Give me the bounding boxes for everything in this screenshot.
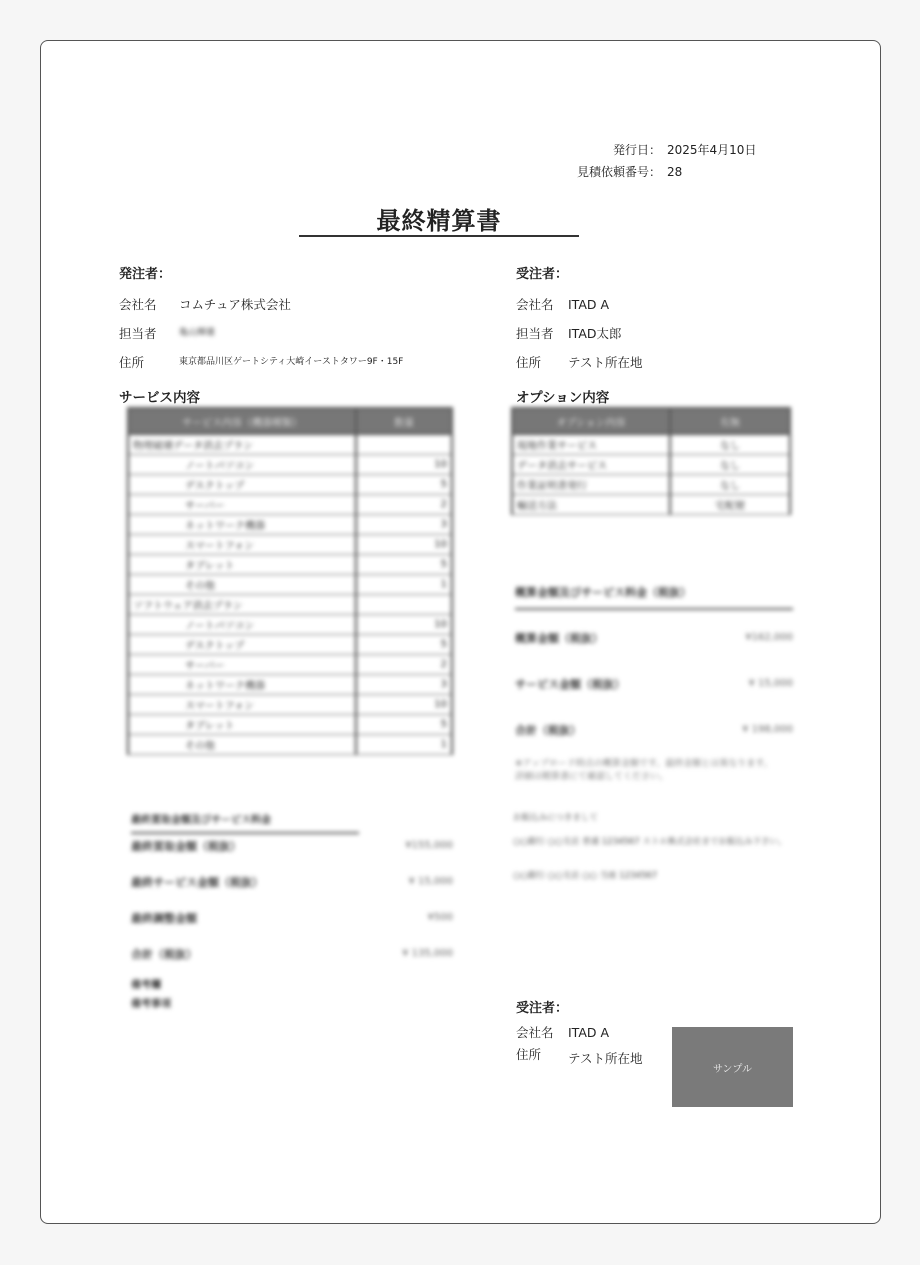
- footer-contractor-heading: 受注者：: [516, 1001, 569, 1016]
- service-qty-cell: 2: [356, 494, 452, 514]
- service-qty-cell: 3: [356, 514, 452, 534]
- estimate-row-label: サービス金額（税抜）: [515, 677, 625, 691]
- service-item-cell: ネットワーク機器: [128, 674, 356, 694]
- service-qty-cell: 1: [356, 574, 452, 594]
- service-qty-cell: 10: [356, 534, 452, 554]
- estimate-row-value: ¥ 198,000: [742, 724, 793, 735]
- title-underline: [299, 235, 579, 237]
- final-summary: [131, 811, 453, 962]
- service-qty-cell: 10: [356, 694, 452, 714]
- final-row: [131, 946, 453, 962]
- service-qty-cell: 3: [356, 674, 452, 694]
- payment-note-line: ○○銀行 ○○支店 ○○ 当座 1234567: [513, 871, 658, 881]
- service-item-cell: デスクトップ: [128, 634, 356, 654]
- orderer-company: コムチュア株式会社: [179, 297, 291, 312]
- service-item-cell: タブレット: [128, 554, 356, 574]
- option-table-body: [512, 434, 790, 514]
- footer-company-label: 会社名: [516, 1025, 554, 1040]
- final-row-value: ¥155,000: [405, 840, 453, 851]
- estimate-row: [515, 676, 793, 692]
- service-item-cell: デスクトップ: [128, 474, 356, 494]
- service-group-cell: ソフトウェア消去プラン: [128, 594, 356, 614]
- service-table-row: [128, 454, 452, 474]
- option-value-cell: なし: [670, 474, 790, 494]
- service-table-row: [128, 554, 452, 574]
- service-table: [127, 407, 453, 755]
- estimate-divider: [515, 608, 793, 610]
- orderer-person-label: 担当者: [119, 326, 157, 341]
- footer-address: テスト所在地: [568, 1051, 643, 1066]
- option-col-header: オプション内容: [512, 408, 670, 434]
- option-label-cell: 現地作業サービス: [512, 434, 670, 454]
- option-table-row: [512, 494, 790, 514]
- estimate-note: ※アップロード時点の概算金額です。最終金額とは異なります。詳細は精算書にて確認してください。: [515, 758, 773, 782]
- final-row: [131, 910, 453, 926]
- service-item-cell: スマートフォン: [128, 694, 356, 714]
- service-table-row: [128, 574, 452, 594]
- service-group-cell: 物理破壊データ消去プラン: [128, 434, 356, 454]
- service-table-row: [128, 734, 452, 754]
- service-qty-cell: 10: [356, 614, 452, 634]
- service-table-row: [128, 494, 452, 514]
- option-value-cell: なし: [670, 454, 790, 474]
- option-value-cell: なし: [670, 434, 790, 454]
- service-item-cell: タブレット: [128, 714, 356, 734]
- service-item-cell: サーバー: [128, 654, 356, 674]
- contractor-address: テスト所在地: [568, 355, 643, 370]
- issue-date: 2025年4月10日: [667, 143, 757, 157]
- option-value-cell: 宅配便: [670, 494, 790, 514]
- contractor-heading: 受注者：: [516, 267, 569, 282]
- option-table: [511, 407, 791, 515]
- contractor-person-label: 担当者: [516, 326, 554, 341]
- final-row-label: 最終買取金額（税抜）: [131, 839, 241, 853]
- final-row-value: ¥ 135,000: [402, 948, 453, 959]
- final-row: [131, 838, 453, 854]
- service-item-cell: ネットワーク機器: [128, 514, 356, 534]
- service-table-row: [128, 534, 452, 554]
- service-item-cell: サーバー: [128, 494, 356, 514]
- payment-note-heading: お振込みにつきまして: [513, 813, 598, 823]
- estimate-row: [515, 722, 793, 738]
- service-item-cell: その他: [128, 734, 356, 754]
- service-qty-cell: 1: [356, 734, 452, 754]
- service-qty-cell: 2: [356, 654, 452, 674]
- option-table-row: [512, 454, 790, 474]
- service-table-body: [128, 434, 452, 754]
- service-col-header: サービス内容（機器種類）: [128, 408, 356, 434]
- estimate-row: [515, 630, 793, 646]
- orderer-company-label: 会社名: [119, 297, 157, 312]
- service-qty-cell: 5: [356, 554, 452, 574]
- service-item-cell: その他: [128, 574, 356, 594]
- option-section-heading: オプション内容: [516, 390, 610, 406]
- remarks-text: 備考事項: [131, 999, 171, 1010]
- remarks-heading: 備考欄: [131, 980, 161, 991]
- final-divider: [131, 832, 359, 834]
- final-row: [131, 874, 453, 890]
- service-qty-cell: [356, 434, 452, 454]
- footer-company: ITAD A: [568, 1025, 610, 1040]
- contractor-person: ITAD太郎: [568, 326, 622, 341]
- orderer-block: [119, 263, 499, 377]
- estimate-row-label: 概算金額（税抜）: [515, 631, 603, 645]
- orderer-address-label: 住所: [119, 355, 145, 370]
- option-table-row: [512, 434, 790, 454]
- document-title: 最終精算書: [376, 207, 502, 235]
- document-sheet: [40, 40, 881, 1224]
- orderer-address: 東京都品川区ゲートシティ大崎イーストタワー9F・15F: [179, 357, 404, 367]
- service-qty-cell: [356, 594, 452, 614]
- final-summary-heading: 最終買取金額及びサービス料金: [131, 815, 271, 826]
- option-value-col-header: 有無: [670, 408, 790, 434]
- service-qty-cell: 5: [356, 634, 452, 654]
- service-table-row: [128, 514, 452, 534]
- estimate-summary: [515, 584, 793, 784]
- service-table-row: [128, 674, 452, 694]
- final-row-label: 最終調整金額: [131, 911, 197, 925]
- company-seal: サンプル: [672, 1027, 793, 1107]
- footer-address-label: 住所: [516, 1047, 542, 1062]
- service-qty-cell: 10: [356, 454, 452, 474]
- service-table-row: [128, 654, 452, 674]
- service-item-cell: ノートパソコン: [128, 614, 356, 634]
- service-table-row: [128, 594, 452, 614]
- service-table-row: [128, 614, 452, 634]
- option-table-row: [512, 474, 790, 494]
- service-table-row: [128, 714, 452, 734]
- final-row-label: 合計（税抜）: [131, 947, 197, 961]
- request-number-label: 見積依頼番号：: [576, 165, 661, 179]
- service-table-row: [128, 434, 452, 454]
- service-table-row: [128, 474, 452, 494]
- payment-note: [513, 811, 853, 881]
- contractor-address-label: 住所: [516, 355, 542, 370]
- service-item-cell: ノートパソコン: [128, 454, 356, 474]
- service-table-row: [128, 634, 452, 654]
- orderer-person: 亀山輝雄: [179, 328, 216, 338]
- estimate-row-value: ¥ 15,000: [748, 678, 793, 689]
- estimate-row-value: ¥162,000: [745, 632, 793, 643]
- option-label-cell: データ消去サービス: [512, 454, 670, 474]
- service-qty-cell: 5: [356, 714, 452, 734]
- service-qty-cell: 5: [356, 474, 452, 494]
- estimate-summary-heading: 概算金額及びサービス料金（税抜）: [515, 586, 691, 599]
- payment-note-line: ○○銀行 ○○支店 普通 1234567 ストエ株式会社までお振込み下さい。: [513, 837, 787, 847]
- document-meta: [481, 139, 761, 183]
- option-label-cell: 輸送方法: [512, 494, 670, 514]
- final-row-value: ¥500: [427, 912, 453, 923]
- contractor-block: [516, 263, 816, 377]
- final-row-label: 最終サービス金額（税抜）: [131, 875, 263, 889]
- estimate-row-label: 合計（税抜）: [515, 723, 581, 737]
- service-item-cell: スマートフォン: [128, 534, 356, 554]
- orderer-heading: 発注者：: [119, 267, 172, 282]
- qty-col-header: 数量: [356, 408, 452, 434]
- contractor-company-label: 会社名: [516, 297, 554, 312]
- service-table-row: [128, 694, 452, 714]
- issue-date-label: 発行日：: [612, 143, 661, 157]
- remarks: [131, 976, 171, 1010]
- request-number: 28: [667, 165, 683, 179]
- final-row-value: ¥ 15,000: [408, 876, 453, 887]
- option-label-cell: 作業証明書発行: [512, 474, 670, 494]
- service-section-heading: サービス内容: [119, 390, 200, 406]
- contractor-company: ITAD A: [568, 297, 610, 312]
